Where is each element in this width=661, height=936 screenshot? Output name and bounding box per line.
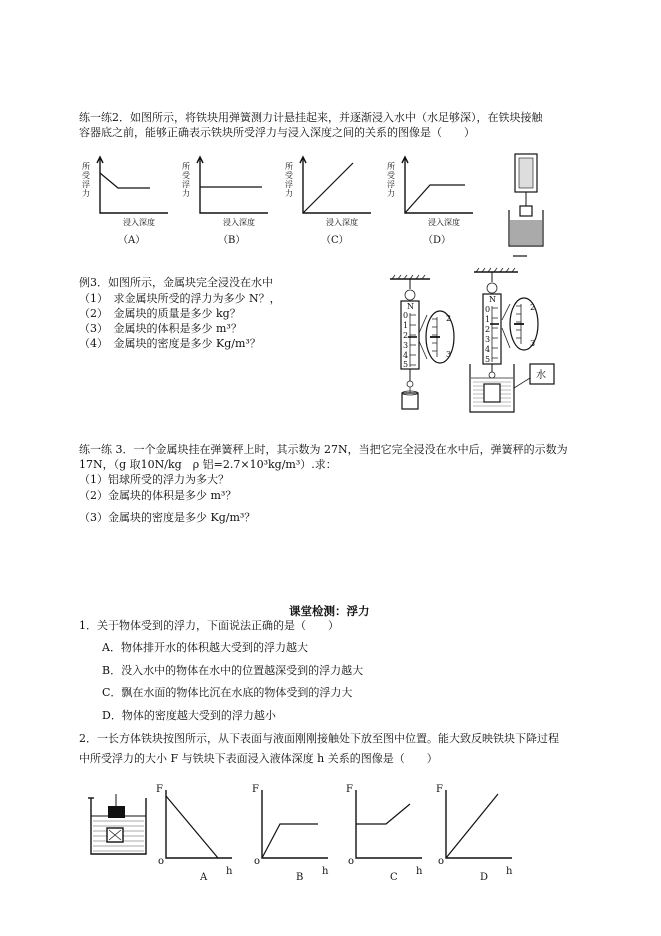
q1-option-b: B．没入水中的物体在水中的位置越深受到的浮力越大 bbox=[102, 664, 364, 677]
q2b-label: B bbox=[296, 872, 304, 883]
q2c-x: h bbox=[416, 866, 423, 877]
svg-text:N: N bbox=[489, 295, 496, 304]
q2b-curve bbox=[262, 824, 318, 858]
q2-graph-c bbox=[346, 782, 426, 883]
graph-a-curve bbox=[100, 173, 150, 188]
q2-graph-a bbox=[156, 782, 236, 883]
svg-text:3: 3 bbox=[530, 339, 536, 348]
q2d-curve bbox=[446, 794, 498, 858]
svg-text:所: 所 bbox=[82, 162, 90, 171]
ex3-scale-water-figure bbox=[468, 268, 563, 418]
svg-text:浮: 浮 bbox=[182, 180, 190, 189]
q2-graph-d bbox=[436, 782, 516, 883]
q2d-o: o bbox=[438, 856, 445, 867]
svg-text:0: 0 bbox=[485, 305, 491, 314]
q1-stem: 1．关于物体受到的浮力，下面说法正确的是（ ） bbox=[79, 619, 339, 632]
ex2-line1: 练一练2．如图所示，将铁块用弹簧测力计悬挂起来，并逐渐浸入水中（水足够深），在铁块接触 bbox=[79, 111, 543, 124]
ex3-item-4: （4） 金属块的密度是多少 Kg/m³？ bbox=[79, 337, 261, 350]
q2-line2: 中所受浮力的大小 F 与铁块下表面浸入液体深度 h 关系的图像是（ ） bbox=[79, 752, 438, 765]
ex2-graph-d bbox=[385, 155, 485, 245]
q1-option-a: A．物体排开水的体积越大受到的浮力越大 bbox=[102, 641, 308, 654]
practice3-line1: 练一练 3．一个金属块挂在弹簧秤上时，其示数为 27N，当把它完全浸没在水中后，弹簧秤的示数为 bbox=[79, 443, 568, 456]
scale-air-n: N bbox=[407, 302, 414, 311]
q1-option-c: C．飘在水面的物体比沉在水底的物体受到的浮力大 bbox=[102, 686, 353, 699]
svg-text:力: 力 bbox=[285, 189, 293, 198]
q2-line1: 2．一长方体铁块按图所示，从下表面与液面刚刚接触处下放至图中位置。能大致反映铁块下降过程 bbox=[79, 732, 559, 745]
q2a-o: o bbox=[158, 856, 165, 867]
graph-d-label: （D） bbox=[423, 235, 452, 246]
graph-b-xlabel: 浸入深度 bbox=[223, 218, 255, 227]
q2b-x: h bbox=[322, 866, 329, 877]
svg-text:5: 5 bbox=[403, 360, 409, 369]
q2b-y: F bbox=[252, 784, 259, 795]
q2a-x: h bbox=[226, 866, 233, 877]
q2c-label: C bbox=[390, 872, 398, 883]
graph-d-xlabel: 浸入深度 bbox=[428, 218, 460, 227]
svg-text:所: 所 bbox=[387, 162, 395, 171]
q2d-label: D bbox=[480, 872, 489, 883]
q2-beaker-figure bbox=[88, 794, 150, 858]
graph-c-label: （C） bbox=[321, 235, 349, 246]
practice3-item-1: （1）铝球所受的浮力为多大？ bbox=[79, 473, 229, 486]
q2c-o: o bbox=[348, 856, 355, 867]
q2-graph-b bbox=[252, 782, 332, 883]
graph-b-label: （B） bbox=[218, 235, 246, 246]
ex2-line2: 容器底之前，能够正确表示铁块所受浮力与浸入深度之间的关系的图像是（ ） bbox=[79, 126, 475, 139]
ex3-item-3: （3） 金属块的体积是多少 m³？ bbox=[79, 322, 242, 335]
q2d-y: F bbox=[436, 784, 443, 795]
ex2-apparatus-figure bbox=[505, 150, 555, 260]
svg-text:1: 1 bbox=[485, 315, 491, 324]
q2a-label: A bbox=[200, 872, 208, 883]
svg-text:5: 5 bbox=[485, 355, 491, 364]
water-label: 水 bbox=[536, 370, 546, 381]
svg-text:2: 2 bbox=[485, 325, 491, 334]
ex2-graph-c bbox=[283, 155, 383, 245]
practice3-item-2: （2）金属块的体积是多少 m³？ bbox=[79, 489, 237, 502]
svg-text:力: 力 bbox=[182, 189, 190, 198]
svg-text:所: 所 bbox=[182, 162, 190, 171]
zoom-air-2: 2 bbox=[446, 314, 452, 323]
svg-text:力: 力 bbox=[387, 189, 395, 198]
q2c-y: F bbox=[346, 784, 353, 795]
ex3-title: 例3．如图所示，金属块完全浸没在水中 bbox=[79, 276, 273, 289]
q2c-curve bbox=[356, 804, 410, 824]
ex2-graph-a bbox=[80, 155, 180, 245]
svg-text:浮: 浮 bbox=[285, 180, 293, 189]
svg-text:1: 1 bbox=[403, 321, 409, 330]
ex3-scale-air-figure bbox=[390, 275, 465, 420]
graph-c-curve bbox=[303, 163, 353, 213]
svg-text:3: 3 bbox=[403, 341, 409, 350]
svg-text:所: 所 bbox=[285, 162, 293, 171]
svg-text:力: 力 bbox=[82, 189, 90, 198]
quiz-title: 课堂检测：浮力 bbox=[289, 604, 370, 618]
q2a-curve bbox=[166, 796, 218, 858]
q1-option-d: D．物体的密度越大受到的浮力越小 bbox=[102, 709, 276, 722]
ex2-graph-b bbox=[180, 155, 280, 245]
svg-text:受: 受 bbox=[182, 171, 190, 180]
svg-text:浮: 浮 bbox=[82, 180, 90, 189]
svg-text:受: 受 bbox=[387, 171, 395, 180]
practice3-line2: 17N，（g 取10N/kg ρ 铝=2.7×10³kg/m³）.求： bbox=[79, 458, 337, 471]
graph-c-xlabel: 浸入深度 bbox=[326, 218, 358, 227]
ex3-item-1: （1） 求金属块所受的浮力为多少 N？， bbox=[79, 292, 281, 305]
svg-text:2: 2 bbox=[530, 303, 536, 312]
svg-text:3: 3 bbox=[485, 335, 491, 344]
svg-text:浮: 浮 bbox=[387, 180, 395, 189]
zoom-air-3: 3 bbox=[446, 350, 452, 359]
graph-a-label: （A） bbox=[118, 235, 146, 246]
graph-d-curve bbox=[405, 185, 465, 213]
svg-text:受: 受 bbox=[285, 171, 293, 180]
ex3-item-2: （2） 金属块的质量是多少 kg？ bbox=[79, 307, 241, 320]
q2d-x: h bbox=[506, 866, 513, 877]
q2a-y: F bbox=[156, 784, 163, 795]
svg-text:受: 受 bbox=[82, 171, 90, 180]
graph-a-xlabel: 浸入深度 bbox=[123, 218, 155, 227]
svg-text:0: 0 bbox=[403, 311, 409, 320]
q2b-o: o bbox=[254, 856, 261, 867]
svg-text:4: 4 bbox=[403, 351, 409, 360]
svg-text:4: 4 bbox=[485, 345, 491, 354]
svg-text:2: 2 bbox=[403, 331, 409, 340]
practice3-item-3: （3）金属块的密度是多少 Kg/m³？ bbox=[79, 511, 256, 524]
